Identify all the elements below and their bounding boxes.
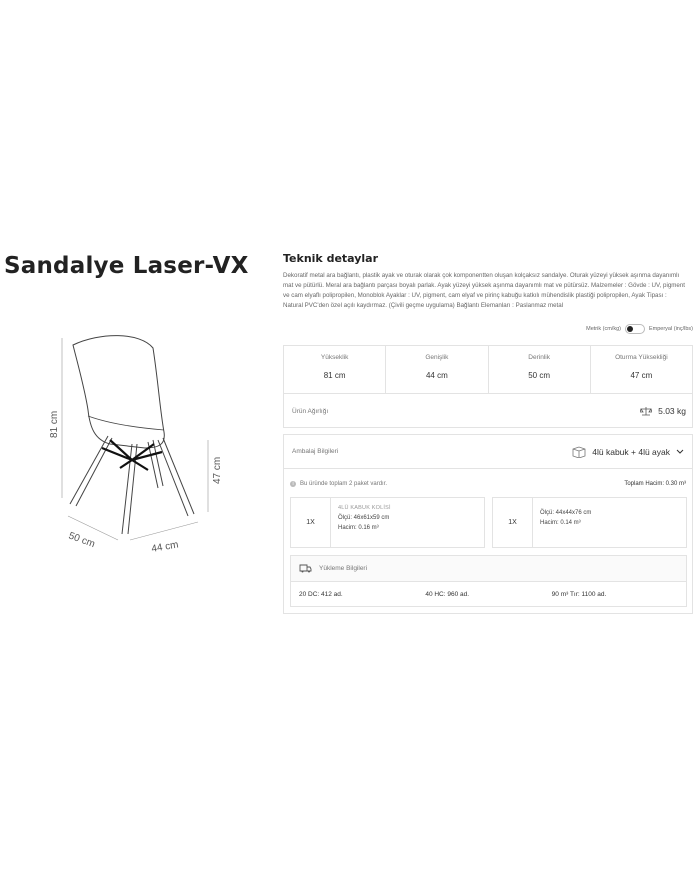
chair-dimension-drawing bbox=[40, 320, 240, 560]
chair-leg bbox=[158, 440, 188, 516]
package-volume: Hacim: 0.14 m³ bbox=[540, 520, 581, 526]
loading-item: 40 HC: 960 ad. bbox=[425, 591, 470, 598]
package-qty: 1X bbox=[493, 498, 533, 547]
info-icon: i bbox=[290, 481, 296, 487]
package-box bbox=[492, 497, 687, 548]
packaging-info-line bbox=[284, 481, 692, 487]
dimensions-row bbox=[284, 346, 692, 394]
loading-card bbox=[290, 555, 687, 607]
weight-value: 5.03 kg bbox=[658, 406, 686, 416]
unit-imperial-label: Emperyal (inç/lbs) bbox=[648, 326, 693, 332]
product-description: Dekoratif metal ara bağlantı, plastik ayak ve oturak olarak çok komponentten oluşan kolçaksız sandalye. Oturak yüzeyi yüksek aşınma dayanımlı mat ve pütürlü. Meral ara bağlantı parçası boyalı parlak. Ayak yüzeyi yüksek aşınma dayanımlı mat ve pütürsüz. Malzemeler : Gövde : UV, pigment ve cam elyaflı polipropilen, Monoblok Ayaklar : UV, pigment, cam elyaf ve pirinç kabuğu katkılı mühendislik plastiği polipropilen, Ayak Tipası : Natural PVC'den özel açılı kaydırmaz. (Çivili geçme uygulama) Bağlantı Elemanları : Paslanmaz metal bbox=[283, 272, 686, 310]
packaging-card bbox=[283, 434, 693, 614]
loading-item: 90 m³ Tır: 1100 ad. bbox=[551, 591, 607, 598]
unit-toggle[interactable] bbox=[586, 324, 693, 334]
depth-dim-label: 50 cm bbox=[66, 530, 97, 551]
package-size: Ölçü: 46x61x59 cm bbox=[338, 515, 390, 521]
dimension-value: 50 cm bbox=[528, 371, 551, 380]
weight-value-group bbox=[640, 406, 686, 416]
package-volume: Hacim: 0.16 m³ bbox=[338, 525, 379, 531]
dimension-value: 81 cm bbox=[323, 371, 346, 380]
tech-details-title: Teknik detaylar bbox=[283, 252, 379, 265]
dimension-value: 44 cm bbox=[425, 371, 448, 380]
dimension-label: Oturma Yüksekliği bbox=[615, 354, 668, 361]
package-info bbox=[331, 498, 398, 547]
chair-leg bbox=[153, 440, 163, 486]
truck-icon bbox=[299, 564, 312, 573]
package-qty: 1X bbox=[291, 498, 331, 547]
chevron-down-icon bbox=[676, 449, 684, 455]
packaging-label: Ambalaj Bilgileri bbox=[292, 448, 339, 455]
dimension-label: Derinlik bbox=[528, 354, 550, 361]
package-name: 4LÜ KABUK KOLİSİ bbox=[338, 505, 391, 511]
chair-leg bbox=[76, 438, 112, 506]
package-size: Ölçü: 44x44x76 cm bbox=[540, 510, 592, 516]
chair-leg bbox=[148, 442, 158, 488]
weight-label: Ürün Ağırlığı bbox=[292, 407, 329, 415]
packaging-info-text: Bu üründe toplam 2 paket vardır. bbox=[300, 481, 388, 487]
packaging-header bbox=[284, 435, 692, 469]
dimensions-card bbox=[283, 345, 693, 428]
unit-switch[interactable] bbox=[625, 324, 645, 334]
height-dim-label: 81 cm bbox=[49, 410, 60, 438]
seat-dim-label: 47 cm bbox=[212, 456, 223, 484]
unit-metric-label: Metrik (cm/kg) bbox=[586, 326, 621, 332]
dimension-width bbox=[386, 346, 488, 393]
dimension-depth bbox=[489, 346, 591, 393]
chair-shell-outline bbox=[73, 336, 164, 448]
width-dim-line bbox=[130, 522, 198, 540]
dimension-height bbox=[284, 346, 386, 393]
package-info bbox=[533, 498, 598, 547]
switch-knob bbox=[627, 326, 633, 332]
loading-item: 20 DC: 412 ad. bbox=[299, 591, 343, 598]
loading-label: Yükleme Bilgileri bbox=[319, 565, 368, 572]
chair-leg bbox=[70, 436, 108, 504]
dimension-label: Yükseklik bbox=[320, 354, 349, 361]
box-icon bbox=[572, 446, 586, 458]
packaging-info bbox=[290, 481, 387, 487]
packaging-select[interactable] bbox=[572, 446, 684, 458]
tech-details-section bbox=[283, 252, 693, 332]
dimension-label: Genişlik bbox=[425, 354, 449, 361]
packaging-selected: 4lü kabuk + 4lü ayak bbox=[592, 446, 670, 457]
chair-sketch bbox=[40, 320, 240, 560]
dimension-seat-height bbox=[591, 346, 692, 393]
loading-header bbox=[291, 556, 686, 582]
scale-icon bbox=[640, 406, 652, 416]
chair-seat-front bbox=[88, 416, 164, 430]
loading-row bbox=[291, 582, 686, 607]
width-dim-label: 44 cm bbox=[150, 539, 180, 555]
weight-row bbox=[284, 394, 692, 428]
packaging-total: Toplam Hacim: 0.30 m³ bbox=[624, 481, 686, 487]
chair-leg bbox=[163, 438, 194, 514]
package-box bbox=[290, 497, 485, 548]
product-title: Sandalye Laser-VX bbox=[4, 253, 249, 279]
dimension-value: 47 cm bbox=[630, 371, 653, 380]
